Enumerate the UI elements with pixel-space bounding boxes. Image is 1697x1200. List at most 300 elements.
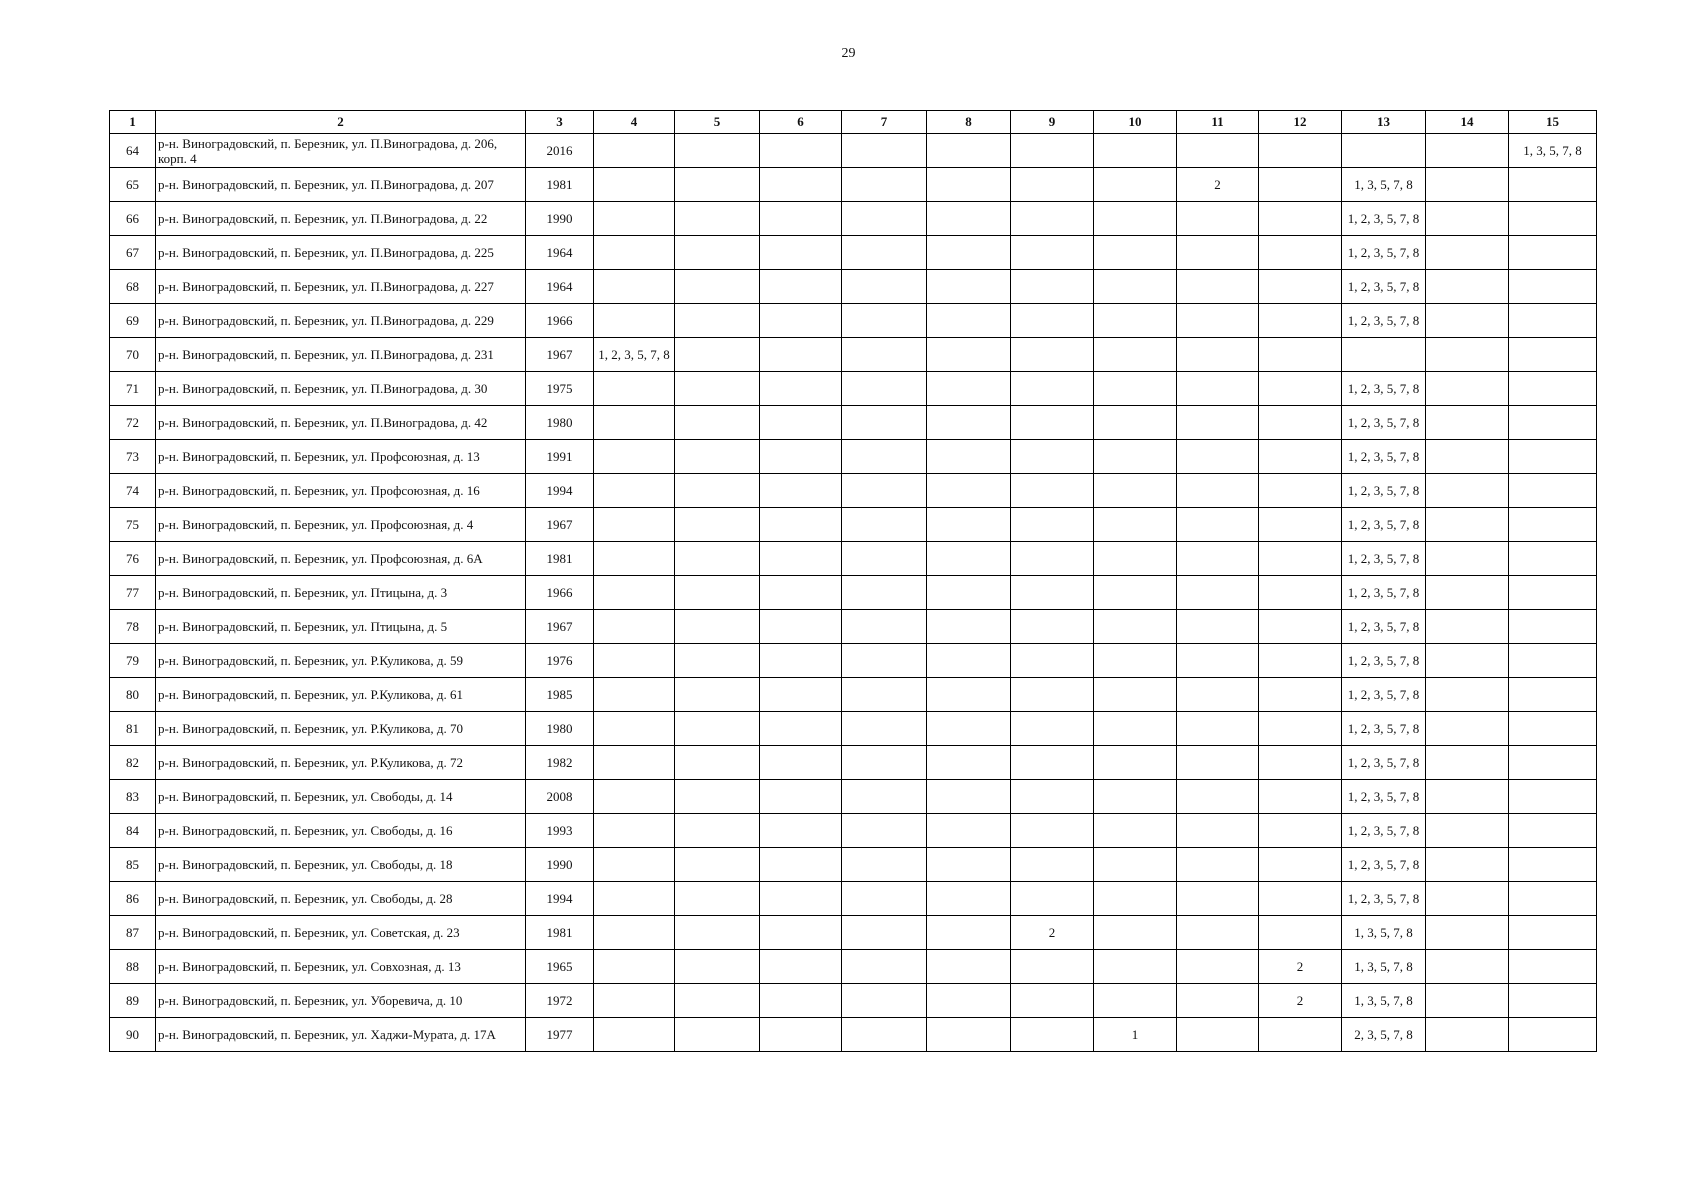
table-row xyxy=(110,780,1597,814)
cell-col-8 xyxy=(927,712,1011,746)
cell-col-5 xyxy=(675,814,760,848)
cell-col-6 xyxy=(760,440,842,474)
cell-col-10 xyxy=(1094,236,1177,270)
table-row xyxy=(110,576,1597,610)
cell-col-7 xyxy=(842,848,927,882)
cell-col-5 xyxy=(675,406,760,440)
cell-col-14 xyxy=(1426,202,1509,236)
cell-col-15 xyxy=(1509,338,1597,372)
year-cell: 1964 xyxy=(526,236,594,270)
cell-col-14 xyxy=(1426,440,1509,474)
year-cell: 2016 xyxy=(526,134,594,168)
cell-col-10 xyxy=(1094,168,1177,202)
cell-col-9 xyxy=(1011,950,1094,984)
cell-col-6 xyxy=(760,678,842,712)
cell-col-7 xyxy=(842,270,927,304)
table-row xyxy=(110,848,1597,882)
column-header-6: 6 xyxy=(760,111,842,134)
cell-col-14 xyxy=(1426,1018,1509,1052)
row-number-cell: 73 xyxy=(110,440,156,474)
cell-col-5 xyxy=(675,270,760,304)
row-number-cell: 83 xyxy=(110,780,156,814)
address-cell: р-н. Виноградовский, п. Березник, ул. П.Виноградова, д. 225 xyxy=(156,236,526,270)
cell-col-6 xyxy=(760,474,842,508)
cell-col-9 xyxy=(1011,134,1094,168)
cell-col-7 xyxy=(842,1018,927,1052)
cell-col-4 xyxy=(594,270,675,304)
cell-col-12 xyxy=(1259,338,1342,372)
cell-col-8 xyxy=(927,882,1011,916)
table-row xyxy=(110,712,1597,746)
cell-col-8 xyxy=(927,168,1011,202)
cell-col-15 xyxy=(1509,882,1597,916)
cell-col-4 xyxy=(594,440,675,474)
table-row xyxy=(110,406,1597,440)
cell-col-8 xyxy=(927,984,1011,1018)
cell-col-15 xyxy=(1509,644,1597,678)
cell-col-14 xyxy=(1426,474,1509,508)
cell-col-6 xyxy=(760,508,842,542)
table-row xyxy=(110,916,1597,950)
cell-col-13: 1, 2, 3, 5, 7, 8 xyxy=(1342,678,1426,712)
year-cell: 1966 xyxy=(526,576,594,610)
cell-col-7 xyxy=(842,950,927,984)
cell-col-5 xyxy=(675,576,760,610)
row-number-cell: 85 xyxy=(110,848,156,882)
cell-col-14 xyxy=(1426,304,1509,338)
cell-col-7 xyxy=(842,134,927,168)
cell-col-6 xyxy=(760,406,842,440)
cell-col-12 xyxy=(1259,508,1342,542)
cell-col-11 xyxy=(1177,372,1259,406)
column-header-4: 4 xyxy=(594,111,675,134)
cell-col-11 xyxy=(1177,508,1259,542)
row-number-cell: 67 xyxy=(110,236,156,270)
cell-col-9 xyxy=(1011,202,1094,236)
cell-col-9 xyxy=(1011,576,1094,610)
cell-col-5 xyxy=(675,168,760,202)
cell-col-7 xyxy=(842,338,927,372)
column-header-11: 11 xyxy=(1177,111,1259,134)
table-row xyxy=(110,610,1597,644)
cell-col-4 xyxy=(594,712,675,746)
cell-col-11 xyxy=(1177,304,1259,338)
cell-col-15 xyxy=(1509,950,1597,984)
cell-col-15 xyxy=(1509,406,1597,440)
cell-col-7 xyxy=(842,474,927,508)
cell-col-15: 1, 3, 5, 7, 8 xyxy=(1509,134,1597,168)
cell-col-14 xyxy=(1426,814,1509,848)
cell-col-6 xyxy=(760,610,842,644)
address-cell: р-н. Виноградовский, п. Березник, ул. Профсоюзная, д. 13 xyxy=(156,440,526,474)
cell-col-10 xyxy=(1094,202,1177,236)
cell-col-14 xyxy=(1426,746,1509,780)
cell-col-4 xyxy=(594,134,675,168)
cell-col-13: 1, 2, 3, 5, 7, 8 xyxy=(1342,508,1426,542)
cell-col-10 xyxy=(1094,406,1177,440)
cell-col-13: 1, 3, 5, 7, 8 xyxy=(1342,984,1426,1018)
cell-col-6 xyxy=(760,848,842,882)
year-cell: 1990 xyxy=(526,848,594,882)
cell-col-9 xyxy=(1011,372,1094,406)
year-cell: 1991 xyxy=(526,440,594,474)
cell-col-13: 1, 2, 3, 5, 7, 8 xyxy=(1342,780,1426,814)
cell-col-4 xyxy=(594,168,675,202)
year-cell: 1980 xyxy=(526,406,594,440)
cell-col-14 xyxy=(1426,610,1509,644)
cell-col-11 xyxy=(1177,848,1259,882)
column-header-2: 2 xyxy=(156,111,526,134)
cell-col-13 xyxy=(1342,134,1426,168)
row-number-cell: 70 xyxy=(110,338,156,372)
housing-register-table xyxy=(109,110,1597,1052)
year-cell: 1977 xyxy=(526,1018,594,1052)
cell-col-11: 2 xyxy=(1177,168,1259,202)
table-row xyxy=(110,644,1597,678)
year-cell: 1976 xyxy=(526,644,594,678)
cell-col-9 xyxy=(1011,542,1094,576)
cell-col-5 xyxy=(675,950,760,984)
cell-col-14 xyxy=(1426,406,1509,440)
table-row xyxy=(110,338,1597,372)
cell-col-12 xyxy=(1259,1018,1342,1052)
cell-col-4 xyxy=(594,304,675,338)
cell-col-5 xyxy=(675,780,760,814)
cell-col-15 xyxy=(1509,746,1597,780)
cell-col-4 xyxy=(594,984,675,1018)
row-number-cell: 90 xyxy=(110,1018,156,1052)
table-row xyxy=(110,134,1597,168)
cell-col-7 xyxy=(842,236,927,270)
cell-col-9 xyxy=(1011,814,1094,848)
cell-col-11 xyxy=(1177,950,1259,984)
cell-col-13: 1, 2, 3, 5, 7, 8 xyxy=(1342,304,1426,338)
cell-col-7 xyxy=(842,780,927,814)
cell-col-8 xyxy=(927,372,1011,406)
table-row xyxy=(110,678,1597,712)
cell-col-15 xyxy=(1509,440,1597,474)
address-cell: р-н. Виноградовский, п. Березник, ул. П.Виноградова, д. 42 xyxy=(156,406,526,440)
cell-col-14 xyxy=(1426,780,1509,814)
cell-col-7 xyxy=(842,304,927,338)
cell-col-5 xyxy=(675,848,760,882)
cell-col-7 xyxy=(842,406,927,440)
cell-col-4 xyxy=(594,644,675,678)
cell-col-12 xyxy=(1259,916,1342,950)
cell-col-8 xyxy=(927,236,1011,270)
cell-col-12 xyxy=(1259,678,1342,712)
cell-col-12 xyxy=(1259,372,1342,406)
cell-col-8 xyxy=(927,1018,1011,1052)
table-row xyxy=(110,984,1597,1018)
cell-col-14 xyxy=(1426,984,1509,1018)
year-cell: 1981 xyxy=(526,542,594,576)
cell-col-11 xyxy=(1177,984,1259,1018)
year-cell: 1982 xyxy=(526,746,594,780)
cell-col-8 xyxy=(927,950,1011,984)
cell-col-11 xyxy=(1177,202,1259,236)
cell-col-14 xyxy=(1426,270,1509,304)
cell-col-6 xyxy=(760,984,842,1018)
cell-col-11 xyxy=(1177,440,1259,474)
cell-col-8 xyxy=(927,814,1011,848)
cell-col-4 xyxy=(594,202,675,236)
row-number-cell: 69 xyxy=(110,304,156,338)
address-cell: р-н. Виноградовский, п. Березник, ул. П.Виноградова, д. 206, корп. 4 xyxy=(156,134,526,168)
cell-col-12 xyxy=(1259,746,1342,780)
address-cell: р-н. Виноградовский, п. Березник, ул. Птицына, д. 3 xyxy=(156,576,526,610)
cell-col-10 xyxy=(1094,780,1177,814)
cell-col-7 xyxy=(842,542,927,576)
cell-col-4 xyxy=(594,1018,675,1052)
cell-col-5 xyxy=(675,134,760,168)
year-cell: 1972 xyxy=(526,984,594,1018)
address-cell: р-н. Виноградовский, п. Березник, ул. Профсоюзная, д. 16 xyxy=(156,474,526,508)
cell-col-10 xyxy=(1094,474,1177,508)
cell-col-8 xyxy=(927,610,1011,644)
column-header-7: 7 xyxy=(842,111,927,134)
address-cell: р-н. Виноградовский, п. Березник, ул. Р.Куликова, д. 70 xyxy=(156,712,526,746)
cell-col-4 xyxy=(594,406,675,440)
row-number-cell: 76 xyxy=(110,542,156,576)
cell-col-10 xyxy=(1094,610,1177,644)
cell-col-8 xyxy=(927,780,1011,814)
address-cell: р-н. Виноградовский, п. Березник, ул. Свободы, д. 28 xyxy=(156,882,526,916)
cell-col-10 xyxy=(1094,440,1177,474)
cell-col-15 xyxy=(1509,508,1597,542)
cell-col-4 xyxy=(594,542,675,576)
cell-col-11 xyxy=(1177,780,1259,814)
cell-col-4 xyxy=(594,814,675,848)
cell-col-8 xyxy=(927,440,1011,474)
table-row xyxy=(110,508,1597,542)
cell-col-9 xyxy=(1011,780,1094,814)
cell-col-4 xyxy=(594,950,675,984)
cell-col-11 xyxy=(1177,406,1259,440)
cell-col-6 xyxy=(760,304,842,338)
cell-col-13 xyxy=(1342,338,1426,372)
cell-col-8 xyxy=(927,678,1011,712)
row-number-cell: 75 xyxy=(110,508,156,542)
cell-col-5 xyxy=(675,1018,760,1052)
cell-col-6 xyxy=(760,270,842,304)
cell-col-13: 1, 2, 3, 5, 7, 8 xyxy=(1342,848,1426,882)
cell-col-12 xyxy=(1259,134,1342,168)
cell-col-7 xyxy=(842,882,927,916)
cell-col-10: 1 xyxy=(1094,1018,1177,1052)
cell-col-10 xyxy=(1094,814,1177,848)
cell-col-9 xyxy=(1011,168,1094,202)
cell-col-6 xyxy=(760,372,842,406)
cell-col-8 xyxy=(927,848,1011,882)
cell-col-12 xyxy=(1259,542,1342,576)
cell-col-10 xyxy=(1094,304,1177,338)
row-number-cell: 68 xyxy=(110,270,156,304)
cell-col-7 xyxy=(842,644,927,678)
cell-col-7 xyxy=(842,202,927,236)
cell-col-12 xyxy=(1259,882,1342,916)
cell-col-5 xyxy=(675,916,760,950)
address-cell: р-н. Виноградовский, п. Березник, ул. П.Виноградова, д. 207 xyxy=(156,168,526,202)
cell-col-13: 1, 2, 3, 5, 7, 8 xyxy=(1342,712,1426,746)
cell-col-13: 1, 3, 5, 7, 8 xyxy=(1342,950,1426,984)
cell-col-14 xyxy=(1426,134,1509,168)
table-row xyxy=(110,236,1597,270)
cell-col-12 xyxy=(1259,474,1342,508)
cell-col-8 xyxy=(927,474,1011,508)
cell-col-9 xyxy=(1011,746,1094,780)
cell-col-14 xyxy=(1426,848,1509,882)
cell-col-9 xyxy=(1011,270,1094,304)
cell-col-6 xyxy=(760,236,842,270)
row-number-cell: 64 xyxy=(110,134,156,168)
cell-col-4 xyxy=(594,848,675,882)
row-number-cell: 82 xyxy=(110,746,156,780)
cell-col-10 xyxy=(1094,508,1177,542)
cell-col-14 xyxy=(1426,644,1509,678)
table-row xyxy=(110,304,1597,338)
page-number: 29 xyxy=(841,46,856,61)
address-cell: р-н. Виноградовский, п. Березник, ул. Профсоюзная, д. 6А xyxy=(156,542,526,576)
cell-col-6 xyxy=(760,780,842,814)
cell-col-14 xyxy=(1426,950,1509,984)
column-header-1: 1 xyxy=(110,111,156,134)
address-cell: р-н. Виноградовский, п. Березник, ул. Р.Куликова, д. 72 xyxy=(156,746,526,780)
cell-col-14 xyxy=(1426,576,1509,610)
cell-col-5 xyxy=(675,610,760,644)
row-number-cell: 78 xyxy=(110,610,156,644)
row-number-cell: 71 xyxy=(110,372,156,406)
cell-col-11 xyxy=(1177,916,1259,950)
cell-col-11 xyxy=(1177,270,1259,304)
cell-col-11 xyxy=(1177,814,1259,848)
year-cell: 1967 xyxy=(526,508,594,542)
cell-col-9 xyxy=(1011,678,1094,712)
year-cell: 1967 xyxy=(526,338,594,372)
cell-col-4: 1, 2, 3, 5, 7, 8 xyxy=(594,338,675,372)
column-header-9: 9 xyxy=(1011,111,1094,134)
cell-col-11 xyxy=(1177,134,1259,168)
cell-col-14 xyxy=(1426,372,1509,406)
cell-col-13: 1, 3, 5, 7, 8 xyxy=(1342,916,1426,950)
table-row xyxy=(110,440,1597,474)
address-cell: р-н. Виноградовский, п. Березник, ул. Профсоюзная, д. 4 xyxy=(156,508,526,542)
cell-col-9 xyxy=(1011,338,1094,372)
table-row xyxy=(110,882,1597,916)
cell-col-8 xyxy=(927,338,1011,372)
cell-col-7 xyxy=(842,916,927,950)
table-row xyxy=(110,474,1597,508)
column-header-8: 8 xyxy=(927,111,1011,134)
cell-col-9 xyxy=(1011,984,1094,1018)
cell-col-6 xyxy=(760,814,842,848)
cell-col-15 xyxy=(1509,372,1597,406)
column-header-3: 3 xyxy=(526,111,594,134)
column-header-10: 10 xyxy=(1094,111,1177,134)
year-cell: 1993 xyxy=(526,814,594,848)
cell-col-7 xyxy=(842,712,927,746)
cell-col-11 xyxy=(1177,644,1259,678)
cell-col-6 xyxy=(760,882,842,916)
cell-col-12 xyxy=(1259,440,1342,474)
cell-col-7 xyxy=(842,610,927,644)
cell-col-15 xyxy=(1509,848,1597,882)
cell-col-9 xyxy=(1011,882,1094,916)
address-cell: р-н. Виноградовский, п. Березник, ул. Советская, д. 23 xyxy=(156,916,526,950)
column-header-12: 12 xyxy=(1259,111,1342,134)
column-header-5: 5 xyxy=(675,111,760,134)
cell-col-7 xyxy=(842,814,927,848)
cell-col-10 xyxy=(1094,678,1177,712)
cell-col-8 xyxy=(927,406,1011,440)
cell-col-4 xyxy=(594,746,675,780)
year-cell: 1990 xyxy=(526,202,594,236)
cell-col-10 xyxy=(1094,916,1177,950)
cell-col-10 xyxy=(1094,950,1177,984)
cell-col-13: 1, 2, 3, 5, 7, 8 xyxy=(1342,236,1426,270)
cell-col-5 xyxy=(675,508,760,542)
cell-col-12 xyxy=(1259,168,1342,202)
cell-col-8 xyxy=(927,916,1011,950)
row-number-cell: 89 xyxy=(110,984,156,1018)
cell-col-14 xyxy=(1426,882,1509,916)
row-number-cell: 88 xyxy=(110,950,156,984)
cell-col-15 xyxy=(1509,1018,1597,1052)
cell-col-5 xyxy=(675,678,760,712)
row-number-cell: 74 xyxy=(110,474,156,508)
cell-col-5 xyxy=(675,746,760,780)
cell-col-9 xyxy=(1011,406,1094,440)
cell-col-9 xyxy=(1011,440,1094,474)
cell-col-5 xyxy=(675,984,760,1018)
cell-col-9 xyxy=(1011,1018,1094,1052)
cell-col-15 xyxy=(1509,984,1597,1018)
address-cell: р-н. Виноградовский, п. Березник, ул. П.Виноградова, д. 229 xyxy=(156,304,526,338)
cell-col-5 xyxy=(675,338,760,372)
cell-col-13: 1, 2, 3, 5, 7, 8 xyxy=(1342,202,1426,236)
cell-col-15 xyxy=(1509,542,1597,576)
cell-col-6 xyxy=(760,746,842,780)
cell-col-12 xyxy=(1259,610,1342,644)
cell-col-4 xyxy=(594,882,675,916)
table-row xyxy=(110,542,1597,576)
cell-col-12 xyxy=(1259,576,1342,610)
cell-col-13: 1, 2, 3, 5, 7, 8 xyxy=(1342,270,1426,304)
year-cell: 1981 xyxy=(526,168,594,202)
year-cell: 1964 xyxy=(526,270,594,304)
table-header-row xyxy=(110,111,1597,134)
cell-col-7 xyxy=(842,508,927,542)
cell-col-6 xyxy=(760,202,842,236)
cell-col-4 xyxy=(594,508,675,542)
cell-col-14 xyxy=(1426,236,1509,270)
address-cell: р-н. Виноградовский, п. Березник, ул. П.Виноградова, д. 227 xyxy=(156,270,526,304)
cell-col-10 xyxy=(1094,712,1177,746)
cell-col-10 xyxy=(1094,576,1177,610)
address-cell: р-н. Виноградовский, п. Березник, ул. П.Виноградова, д. 30 xyxy=(156,372,526,406)
cell-col-13: 1, 2, 3, 5, 7, 8 xyxy=(1342,746,1426,780)
cell-col-11 xyxy=(1177,236,1259,270)
cell-col-15 xyxy=(1509,270,1597,304)
cell-col-9 xyxy=(1011,236,1094,270)
row-number-cell: 79 xyxy=(110,644,156,678)
year-cell: 2008 xyxy=(526,780,594,814)
cell-col-12 xyxy=(1259,304,1342,338)
cell-col-15 xyxy=(1509,712,1597,746)
cell-col-11 xyxy=(1177,542,1259,576)
cell-col-13: 1, 2, 3, 5, 7, 8 xyxy=(1342,610,1426,644)
cell-col-9 xyxy=(1011,712,1094,746)
